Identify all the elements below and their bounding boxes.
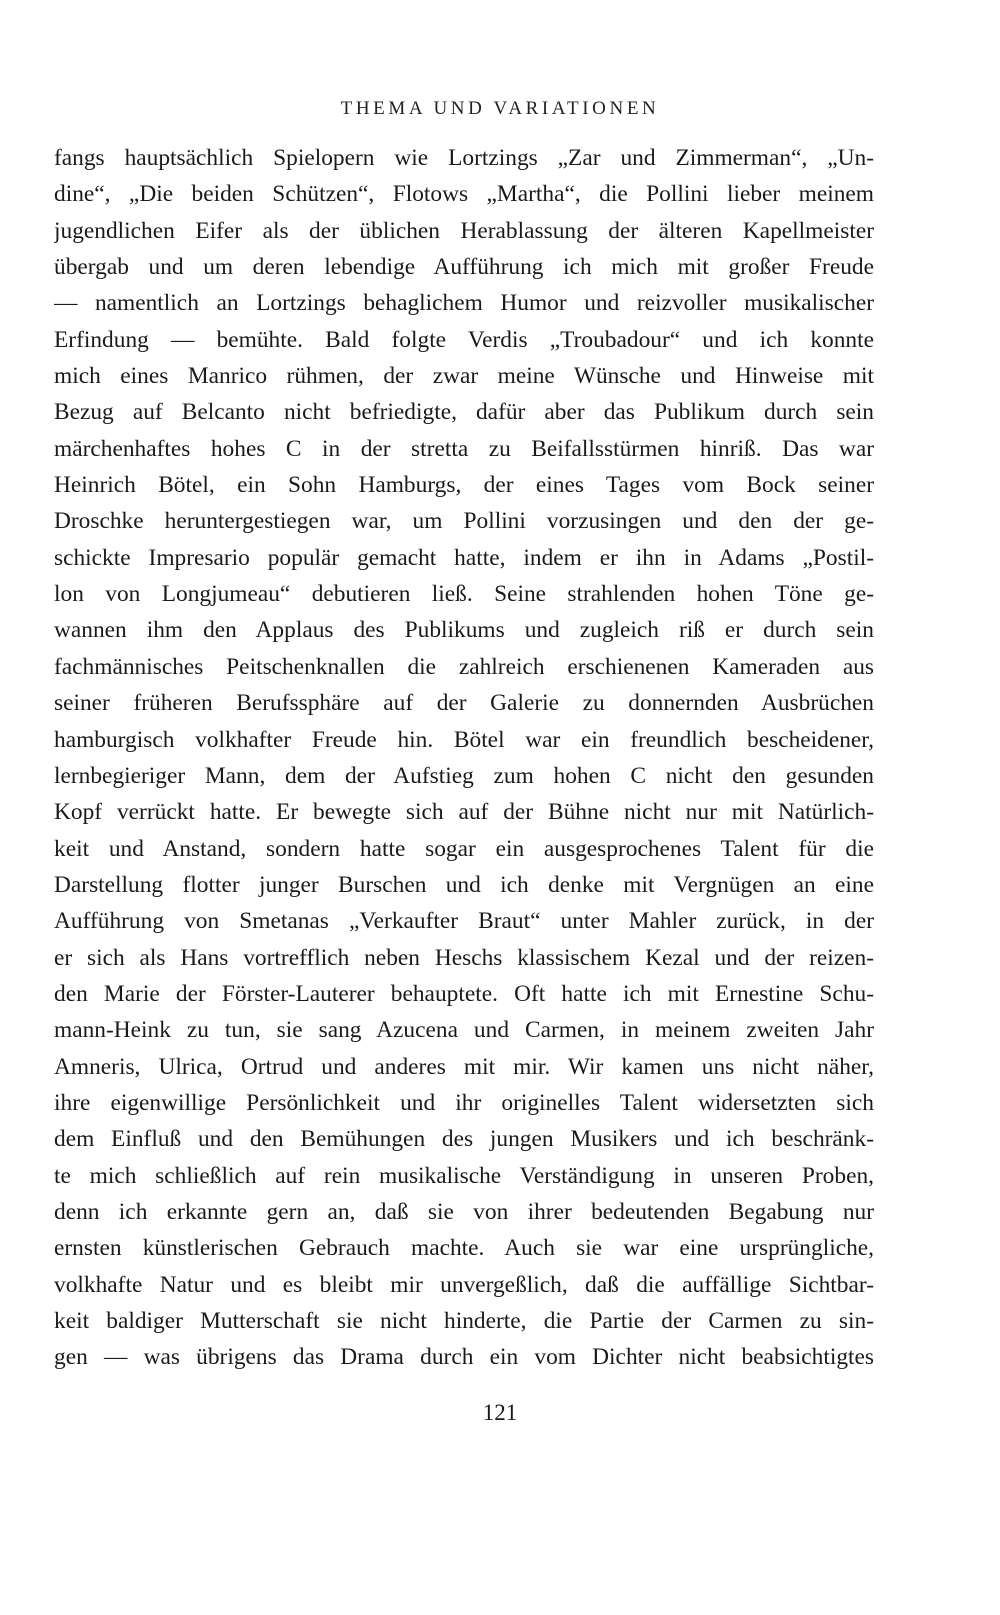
text-line: Heinrich Bötel, ein Sohn Hamburgs, der eines Tages vom Bock seiner	[54, 472, 874, 499]
text-line: Erfindung — bemühte. Bald folgte Verdis „Troubadour“ und ich konnte	[54, 326, 874, 353]
text-line: den Marie der Förster-Lauterer behauptete. Oft hatte ich mit Ernestine Schu-	[54, 980, 874, 1007]
text-line: gen — was übrigens das Drama durch ein vom Dichter nicht beabsichtigtes	[54, 1344, 874, 1371]
text-line: ernsten künstlerischen Gebrauch machte. Auch sie war eine ursprüngliche,	[54, 1235, 874, 1262]
page-number: 121	[482, 1400, 518, 1425]
text-line: Kopf verrückt hatte. Er bewegte sich auf der Bühne nicht nur mit Natürlich-	[54, 799, 874, 826]
text-line: — namentlich an Lortzings behaglichem Humor und reizvoller musikalischer	[54, 290, 874, 317]
text-line: mann-Heink zu tun, sie sang Azucena und Carmen, in meinem zweiten Jahr	[54, 1017, 874, 1044]
text-line: ihre eigenwillige Persönlichkeit und ihr originelles Talent widersetzten sich	[54, 1089, 874, 1116]
text-line: hamburgisch volkhafter Freude hin. Bötel war ein freundlich bescheidener,	[54, 726, 874, 753]
text-line: wannen ihm den Applaus des Publikums und zugleich riß er durch sein	[54, 617, 874, 644]
text-line: mich eines Manrico rühmen, der zwar meine Wünsche und Hinweise mit	[54, 363, 874, 390]
text-line: dem Einfluß und den Bemühungen des jungen Musikers und ich beschränk-	[54, 1126, 874, 1153]
text-line: denn ich erkannte gern an, daß sie von ihrer bedeutenden Begabung nur	[54, 1198, 874, 1225]
text-line: übergab und um deren lebendige Aufführung ich mich mit großer Freude	[54, 254, 874, 281]
text-line: te mich schließlich auf rein musikalische Verständigung in unseren Proben,	[54, 1162, 874, 1189]
text-line: er sich als Hans vortrefflich neben Heschs klassischem Kezal und der reizen-	[54, 944, 874, 971]
text-line: Droschke heruntergestiegen war, um Pollini vorzusingen und den der ge-	[54, 508, 874, 535]
text-line: Bezug auf Belcanto nicht befriedigte, dafür aber das Publikum durch sein	[54, 399, 874, 426]
text-line: jugendlichen Eifer als der üblichen Herablassung der älteren Kapellmeister	[54, 217, 874, 244]
text-line: lernbegieriger Mann, dem der Aufstieg zum hohen C nicht den gesunden	[54, 762, 874, 789]
text-line: schickte Impresario populär gemacht hatte, indem er ihn in Adams „Postil-	[54, 544, 874, 571]
running-head: THEMA UND VARIATIONEN	[340, 98, 660, 119]
text-line: seiner früheren Berufssphäre auf der Galerie zu donnernden Ausbrüchen	[54, 690, 874, 717]
text-line: keit baldiger Mutterschaft sie nicht hinderte, die Partie der Carmen zu sin-	[54, 1308, 874, 1334]
text-line: keit und Anstand, sondern hatte sogar ein ausgesprochenes Talent für die	[54, 835, 874, 862]
text-line: fangs hauptsächlich Spielopern wie Lortzings „Zar und Zimmerman“, „Un-	[54, 145, 874, 171]
text-line: Darstellung flotter junger Burschen und ich denke mit Vergnügen an eine	[54, 871, 874, 898]
text-line: märchenhaftes hohes C in der stretta zu Beifallsstürmen hinriß. Das war	[54, 435, 874, 462]
text-line: lon von Longjumeau“ debutieren ließ. Seine strahlenden hohen Töne ge-	[54, 581, 874, 608]
text-line: volkhafte Natur und es bleibt mir unvergeßlich, daß die auffällige Sichtbar-	[54, 1271, 874, 1298]
text-line: Aufführung von Smetanas „Verkaufter Braut“ unter Mahler zurück, in der	[54, 908, 874, 935]
text-line: fachmännisches Peitschenknallen die zahlreich erschienenen Kameraden aus	[54, 653, 874, 680]
text-line: Amneris, Ulrica, Ortrud und anderes mit mir. Wir kamen uns nicht näher,	[54, 1053, 874, 1080]
text-line: dine“, „Die beiden Schützen“, Flotows „Martha“, die Pollini lieber meinem	[54, 181, 874, 208]
body-text	[54, 140, 874, 1376]
